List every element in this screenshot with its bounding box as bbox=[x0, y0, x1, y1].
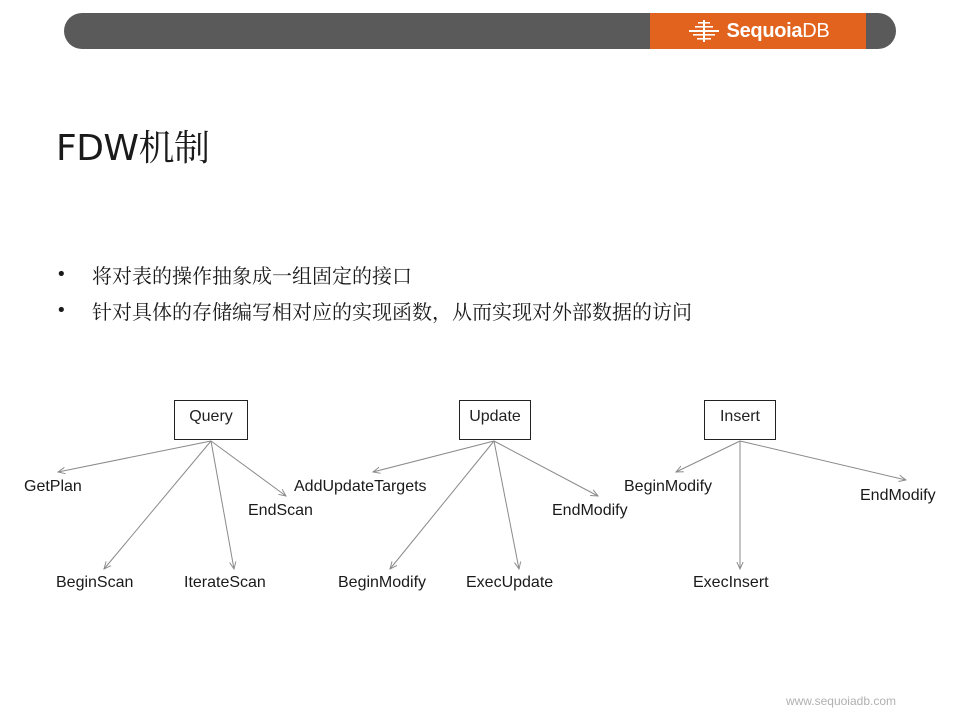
node-execupdate: ExecUpdate bbox=[466, 574, 554, 591]
query-box bbox=[174, 400, 248, 440]
arrow-update-beginmodify bbox=[390, 441, 494, 569]
node-addupdatetargets: AddUpdateTargets bbox=[294, 478, 427, 495]
bullet-text: 将对表的操作抽象成一组固定的接口 bbox=[92, 263, 412, 288]
arrow-query-beginscan bbox=[104, 441, 211, 569]
node-execinsert: ExecInsert bbox=[693, 574, 769, 591]
insert-box bbox=[704, 400, 776, 440]
arrow-query-endscan bbox=[211, 441, 286, 496]
arrow-update-execupdate bbox=[494, 441, 519, 569]
brand-name-bold: Sequoia bbox=[726, 19, 803, 42]
node-endscan: EndScan bbox=[248, 502, 313, 519]
node-insert-endmodify: EndModify bbox=[860, 487, 936, 504]
update-box bbox=[459, 400, 531, 440]
arrow-update-endmodify bbox=[494, 441, 598, 496]
arrow-insert-beginmodify bbox=[676, 441, 740, 472]
arrow-query-iteratescan bbox=[211, 441, 234, 569]
query-label: Query bbox=[189, 408, 233, 425]
bullet-text: 针对具体的存储编写相对应的实现函数，从而实现对外部数据的访问 bbox=[92, 299, 692, 324]
node-update-endmodify: EndModify bbox=[552, 502, 628, 519]
arrow-update-addupdatetargets bbox=[373, 441, 494, 472]
bullet-marker: • bbox=[56, 263, 67, 285]
insert-label: Insert bbox=[719, 408, 760, 425]
node-insert-beginmodify: BeginModify bbox=[624, 478, 713, 495]
slide-title: FDW机制 bbox=[56, 128, 210, 169]
node-getplan: GetPlan bbox=[24, 478, 82, 495]
node-iteratescan: IterateScan bbox=[184, 574, 266, 591]
arrow-query-getplan bbox=[58, 441, 211, 472]
bullet-marker: • bbox=[56, 299, 67, 321]
update-label: Update bbox=[469, 408, 521, 425]
brand-name-light: DB bbox=[802, 19, 830, 42]
footer-url: www.sequoiadb.com bbox=[785, 694, 896, 708]
node-update-beginmodify: BeginModify bbox=[338, 574, 427, 591]
node-beginscan: BeginScan bbox=[56, 574, 134, 591]
arrow-insert-endmodify bbox=[740, 441, 906, 480]
